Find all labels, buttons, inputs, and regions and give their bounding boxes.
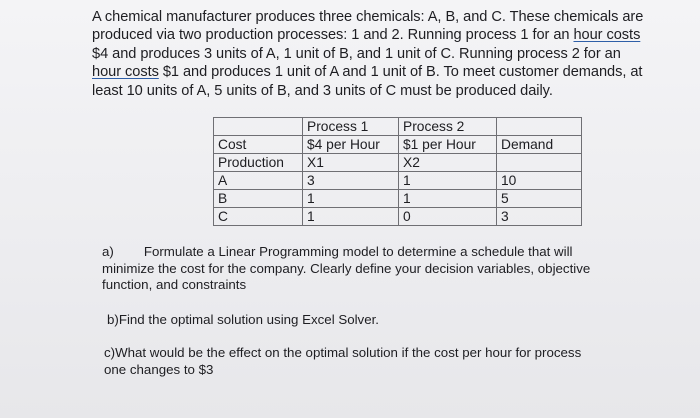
table-row xyxy=(214,118,582,136)
problem-line-2-text: produced via two production processes: 1 and 2. Running process 1 for an xyxy=(92,27,574,44)
problem-line-3: $4 and produces 3 units of A, 1 unit of B, and 1 unit of C. Running process 2 for an xyxy=(92,45,621,62)
table-cell xyxy=(497,118,582,136)
table-cell: 3 xyxy=(497,208,582,226)
table-cell: 1 xyxy=(303,190,399,208)
table-cell: $1 per Hour xyxy=(399,136,497,154)
question-b-label: b) xyxy=(107,312,119,327)
question-c-label: c) xyxy=(104,345,116,360)
table-row xyxy=(214,208,582,226)
table-cell: A xyxy=(214,172,303,190)
question-c xyxy=(104,344,694,379)
question-a-text: Formulate a Linear Programming model to determine a schedule that will xyxy=(143,244,573,259)
hour-costs-link[interactable]: hour costs xyxy=(573,27,641,44)
table-row xyxy=(214,136,582,154)
problem-line-5: least 10 units of A, 5 units of B, and 3 units of C must be produced daily. xyxy=(92,82,553,99)
problem-statement xyxy=(92,8,692,100)
table-cell: C xyxy=(214,208,303,226)
table-cell: 1 xyxy=(399,190,497,208)
table-cell: 0 xyxy=(399,208,497,226)
problem-line-4 xyxy=(92,63,692,81)
table-cell: 1 xyxy=(303,208,399,226)
table-cell: X2 xyxy=(399,154,497,172)
table-cell: Production xyxy=(214,154,303,172)
table-row xyxy=(214,154,582,172)
table-cell xyxy=(497,154,582,172)
question-b xyxy=(107,312,379,329)
table-cell: 1 xyxy=(399,172,497,190)
question-c-text: What would be the effect on the optimal solution if the cost per hour for process xyxy=(115,345,582,360)
hour-costs-link[interactable]: hour costs xyxy=(92,64,159,81)
question-a-line-1 xyxy=(102,244,692,261)
table-cell: Demand xyxy=(497,136,582,154)
problem-line-2 xyxy=(92,26,692,44)
table-row xyxy=(214,172,582,190)
question-a-label: a) xyxy=(102,244,114,259)
table-row xyxy=(214,190,582,208)
question-c-line-1 xyxy=(104,344,694,361)
question-a xyxy=(102,244,692,294)
table-cell: 10 xyxy=(497,172,582,190)
table-cell: 5 xyxy=(497,190,582,208)
question-a-line-3: function, and constraints xyxy=(102,277,247,293)
table-cell: Process 2 xyxy=(399,118,497,136)
question-c-line-2: one changes to $3 xyxy=(104,362,214,378)
table-cell: X1 xyxy=(303,154,399,172)
question-b-text: Find the optimal solution using Excel Solver. xyxy=(118,312,379,327)
table-cell: Cost xyxy=(214,136,303,154)
problem-line-4-text: $1 and produces 1 unit of A and 1 unit of B. To meet customer demands, at xyxy=(158,64,643,81)
table-cell: Process 1 xyxy=(303,118,399,136)
question-a-line-2: minimize the cost for the company. Clearly define your decision variables, objective xyxy=(102,260,591,276)
problem-line-1: A chemical manufacturer produces three chemicals: A, B, and C. These chemicals are xyxy=(92,9,644,25)
table-cell: B xyxy=(214,190,303,208)
table-cell: 3 xyxy=(303,172,399,190)
table-cell: $4 per Hour xyxy=(303,136,399,154)
table-cell xyxy=(214,118,303,136)
process-data-table xyxy=(213,117,582,226)
